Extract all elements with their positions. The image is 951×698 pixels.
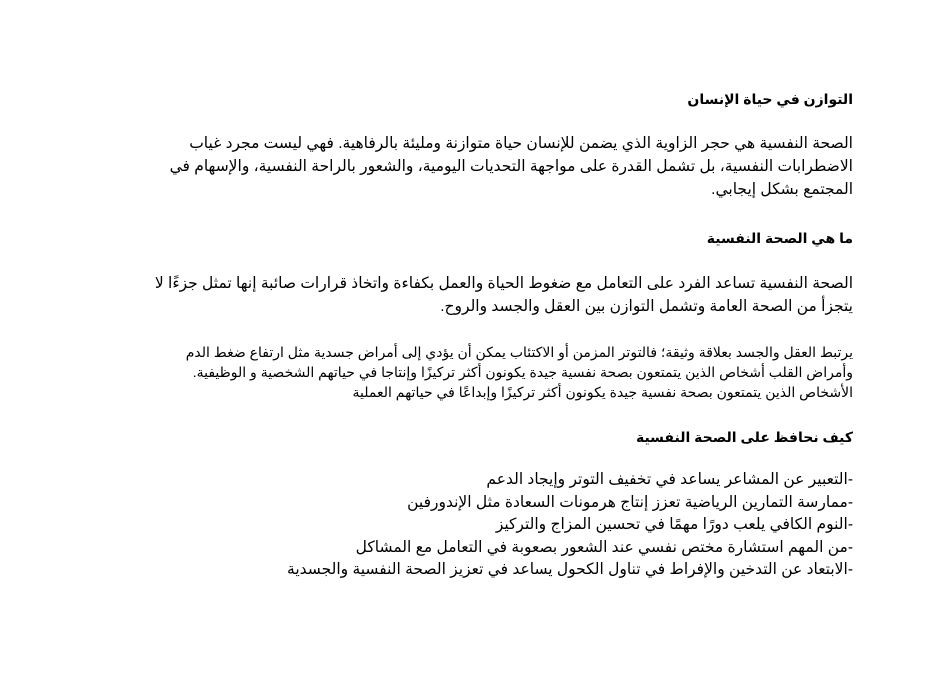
list-item: -التعبير عن المشاعر يساعد في تخفيف التوتر وإيجاد الدعم xyxy=(486,471,853,488)
paragraph-line: يرتبط العقل والجسد بعلاقة وثيقة؛ فالتوتر المزمن أو الاكتئاب يمكن أن يؤدي إلى أمراض جسدية مثل ارتفاع ضغط الدم xyxy=(185,344,853,360)
section-heading-what-is-mental-health: ما هي الصحة النفسية xyxy=(706,230,853,246)
list-item: -ممارسة التمارين الرياضية تعزز إنتاج هرمونات السعادة مثل الإندورفين xyxy=(407,493,853,511)
definition-paragraph xyxy=(155,272,853,318)
paragraph-line: الصحة النفسية هي حجر الزاوية الذي يضمن للإنسان حياة متوازنة ومليئة بالرفاهية. فهي ليست مجرد غياب xyxy=(189,135,853,152)
paragraph-line: الأشخاص الذين يتمتعون بصحة نفسية جيدة يكونون أكثر تركيزًا وإبداعًا في حياتهم العملية xyxy=(352,384,853,400)
intro-paragraph xyxy=(170,132,853,201)
list-item: -الابتعاد عن التدخين والإفراط في تناول الكحول يساعد في تعزيز الصحة النفسية والجسدية xyxy=(287,561,853,578)
tips-list xyxy=(287,469,853,582)
mind-body-paragraph xyxy=(186,342,853,402)
list-item: -من المهم استشارة مختص نفسي عند الشعور بصعوبة في التعامل مع المشاكل xyxy=(355,538,853,556)
paragraph-line: الصحة النفسية تساعد الفرد على التعامل مع ضغوط الحياة والعمل بكفاءة واتخاذ قرارات صائبة إنها تمثل جزءًا لا xyxy=(154,275,853,292)
section-heading-how-to-maintain: كيف نحافظ على الصحة النفسية xyxy=(635,429,853,445)
paragraph-line: المجتمع بشكل إيجابي. xyxy=(711,181,853,198)
paragraph-line: الاضطرابات النفسية، بل تشمل القدرة على مواجهة التحديات اليومية، والشعور بالراحة النفسية، والإسهام في xyxy=(169,158,853,175)
paragraph-line: يتجزأ من الصحة العامة وتشمل التوازن بين العقل والجسد والروح. xyxy=(440,298,853,315)
paragraph-line: وأمراض القلب أشخاص الذين يتمتعون بصحة نفسية جيدة يكونون أكثر تركيزًا وإنتاجا في حياتهم الشخصية و الوظيفية. xyxy=(192,364,853,380)
section-heading-balance: التوازن في حياة الإنسان xyxy=(687,91,853,107)
list-item: -النوم الكافي يلعب دورًا مهمًا في تحسين المزاج والتركيز xyxy=(495,516,853,533)
